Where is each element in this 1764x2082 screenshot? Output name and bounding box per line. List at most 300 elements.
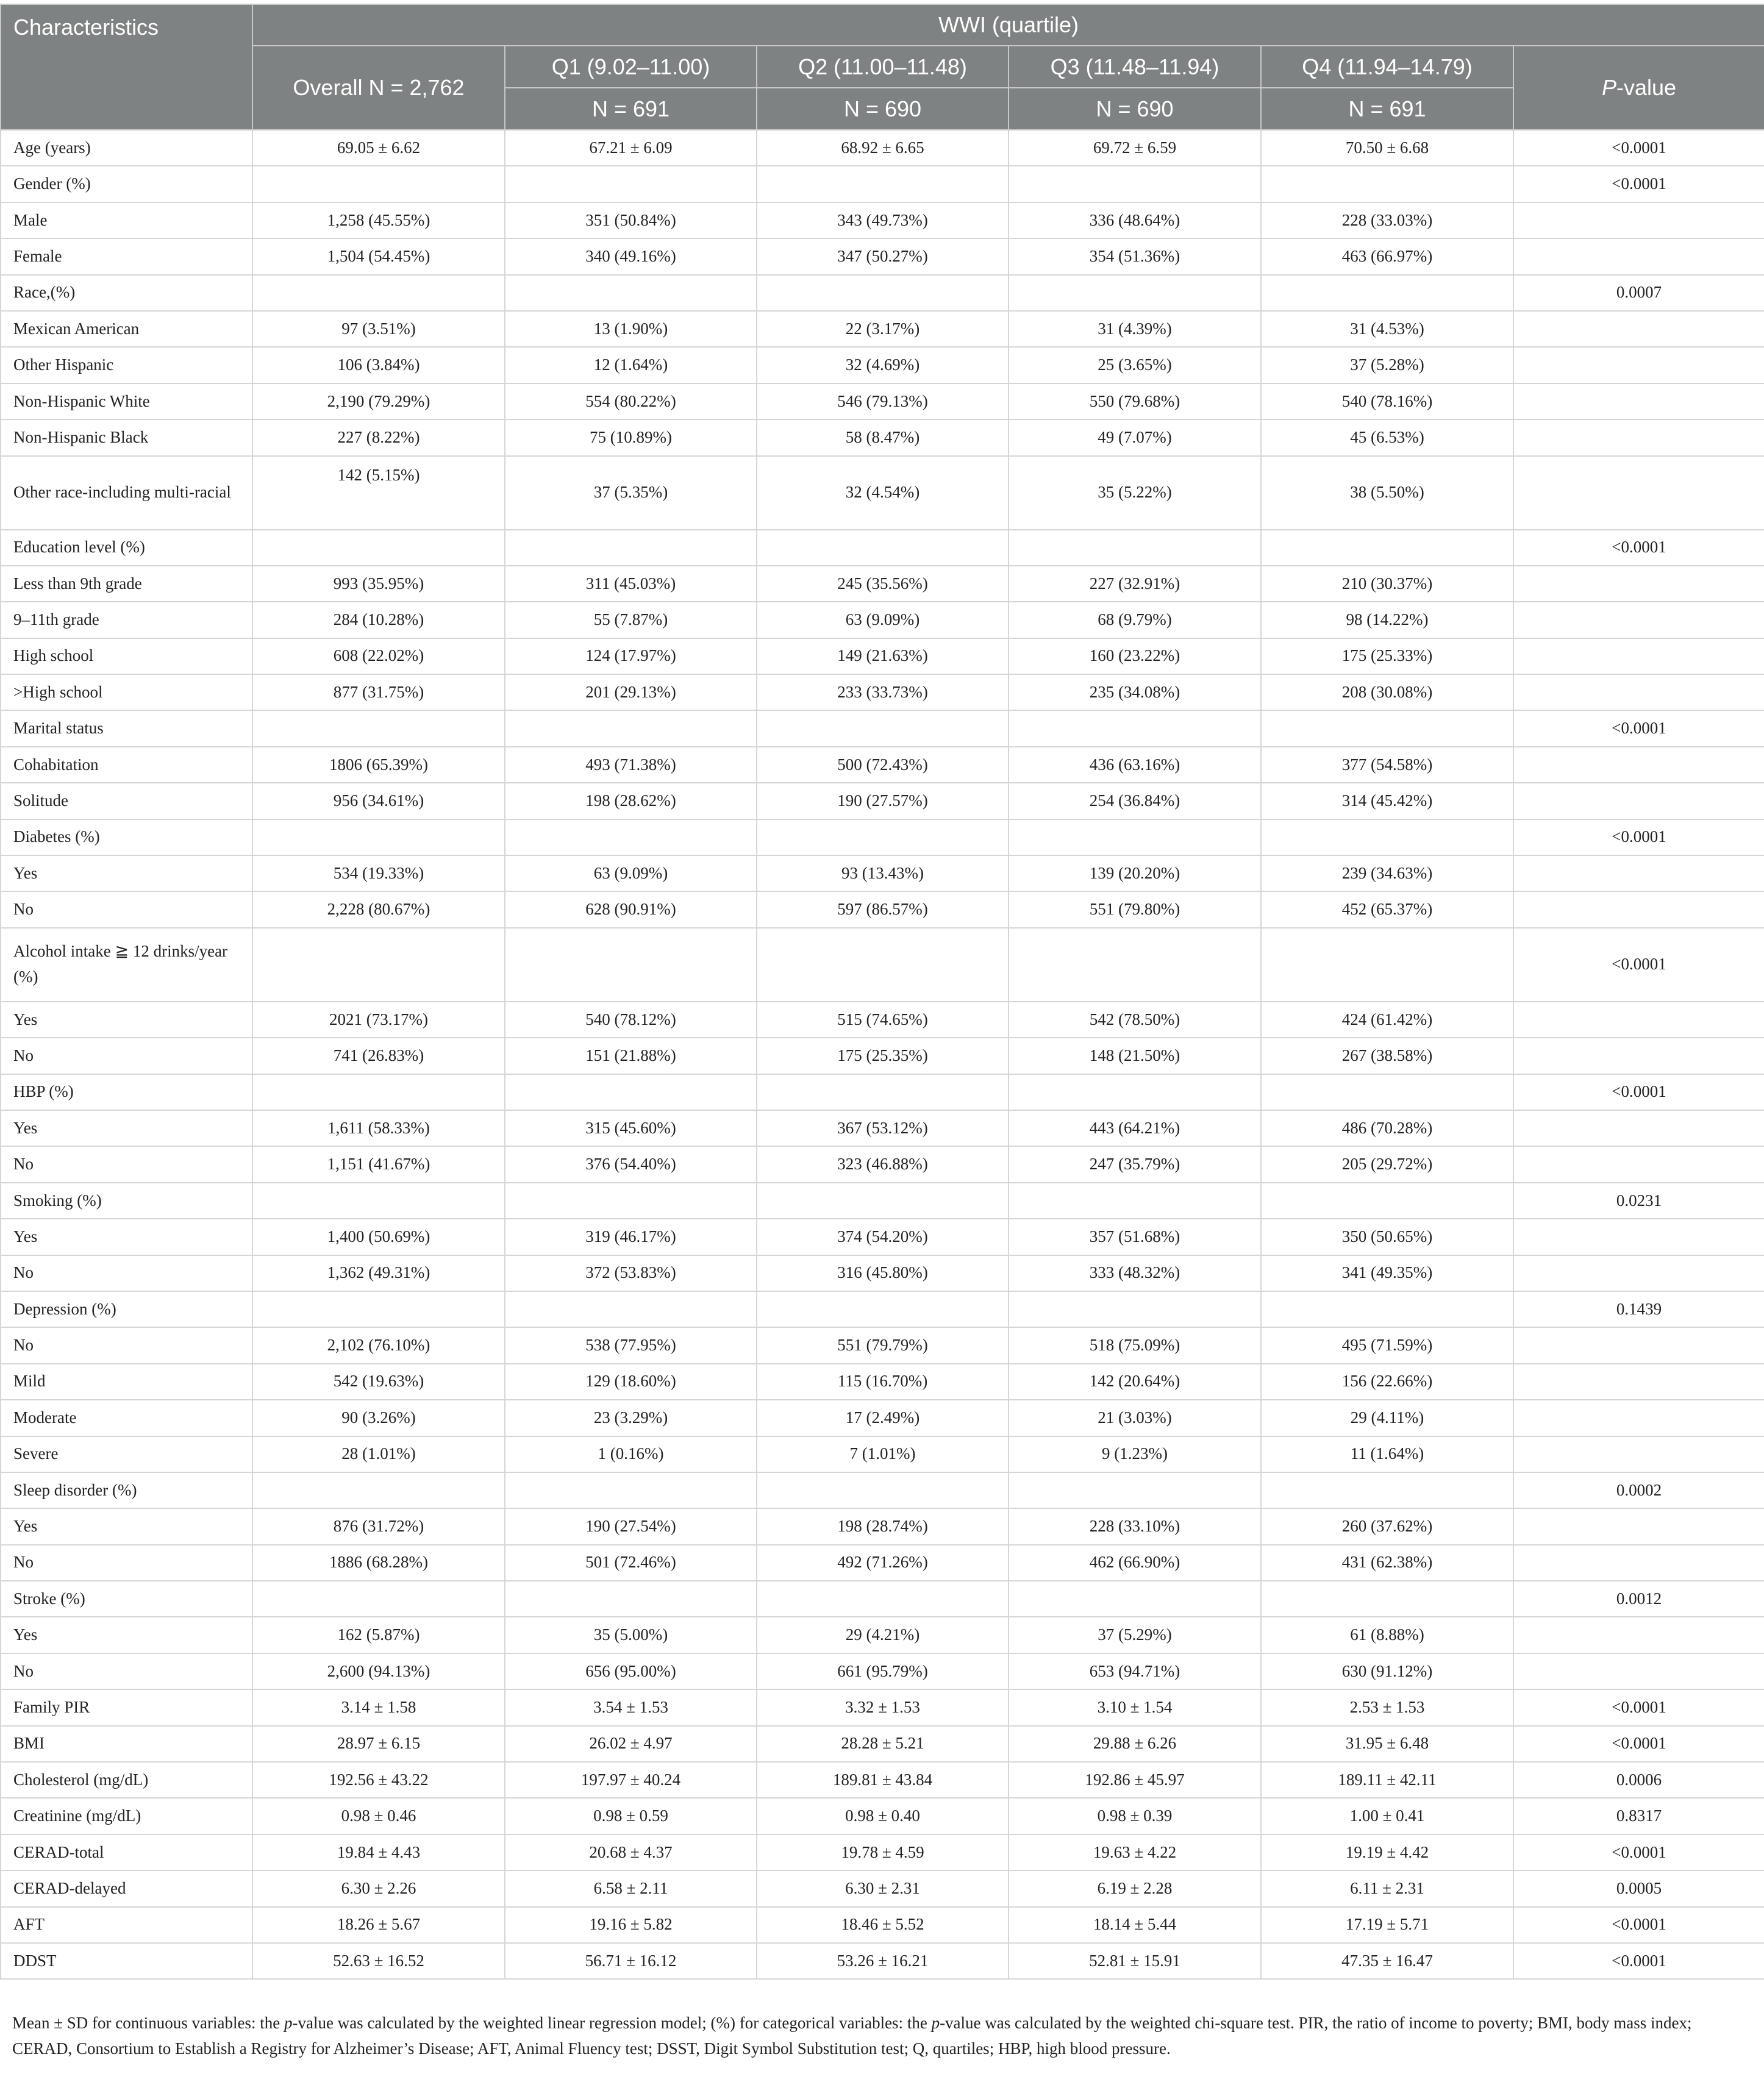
row-label: Cholesterol (mg/dL)	[1, 1762, 252, 1798]
cell-q4: 156 (22.66%)	[1261, 1364, 1513, 1400]
table-row	[1, 747, 1764, 783]
cell-q4	[1261, 1291, 1513, 1327]
row-label: Smoking (%)	[1, 1183, 252, 1219]
cell-q4	[1261, 819, 1513, 855]
cell-overall: 1806 (65.39%)	[252, 747, 505, 783]
table-row	[1, 602, 1764, 638]
cell-q4: 17.19 ± 5.71	[1261, 1907, 1513, 1943]
cell-q3: 9 (1.23%)	[1009, 1436, 1261, 1472]
cell-q2: 374 (54.20%)	[757, 1219, 1009, 1255]
cell-q2: 32 (4.54%)	[757, 456, 1009, 530]
cell-q3: 49 (7.07%)	[1009, 419, 1261, 455]
row-label: Race,(%)	[1, 275, 252, 311]
cell-p-value	[1513, 1327, 1764, 1363]
row-label: Moderate	[1, 1400, 252, 1436]
cell-q3: 235 (34.08%)	[1009, 674, 1261, 710]
cell-p-value: <0.0001	[1513, 710, 1764, 746]
cell-q1: 190 (27.54%)	[505, 1508, 757, 1544]
cell-q2: 22 (3.17%)	[757, 311, 1009, 347]
cell-q1	[505, 1291, 757, 1327]
table-row	[1, 311, 1764, 347]
cell-p-value	[1513, 747, 1764, 783]
cell-q2: 347 (50.27%)	[757, 238, 1009, 274]
cell-p-value	[1513, 347, 1764, 383]
cell-q4: 175 (25.33%)	[1261, 638, 1513, 674]
row-label: Creatinine (mg/dL)	[1, 1798, 252, 1834]
cell-q1: 351 (50.84%)	[505, 202, 757, 238]
row-label: 9–11th grade	[1, 602, 252, 638]
cell-q2: 546 (79.13%)	[757, 383, 1009, 419]
cell-q2: 6.30 ± 2.31	[757, 1870, 1009, 1906]
cell-q4	[1261, 275, 1513, 311]
cell-p-value	[1513, 674, 1764, 710]
cell-q1	[505, 928, 757, 1002]
cell-p-value	[1513, 566, 1764, 602]
cell-q4: 70.50 ± 6.68	[1261, 130, 1513, 166]
cell-overall: 18.26 ± 5.67	[252, 1907, 505, 1943]
cell-overall: 19.84 ± 4.43	[252, 1834, 505, 1870]
cell-overall: 2,228 (80.67%)	[252, 891, 505, 927]
cell-p-value	[1513, 238, 1764, 274]
cell-p-value	[1513, 1364, 1764, 1400]
cell-q1: 1 (0.16%)	[505, 1436, 757, 1472]
table-row	[1, 783, 1764, 819]
cell-q4	[1261, 710, 1513, 746]
cell-q1	[505, 819, 757, 855]
row-label: No	[1, 1146, 252, 1182]
cell-q2: 189.81 ± 43.84	[757, 1762, 1009, 1798]
table-row	[1, 566, 1764, 602]
header-characteristics: Characteristics	[1, 4, 252, 130]
row-label: Non-Hispanic Black	[1, 419, 252, 455]
cell-q4: 19.19 ± 4.42	[1261, 1834, 1513, 1870]
cell-q2: 19.78 ± 4.59	[757, 1834, 1009, 1870]
row-label: BMI	[1, 1726, 252, 1762]
table-row	[1, 1327, 1764, 1363]
row-label: Cohabitation	[1, 747, 252, 783]
cell-q3: 254 (36.84%)	[1009, 783, 1261, 819]
cell-q1: 554 (80.22%)	[505, 383, 757, 419]
cell-q2	[757, 819, 1009, 855]
cell-q2: 515 (74.65%)	[757, 1002, 1009, 1038]
cell-q3: 550 (79.68%)	[1009, 383, 1261, 419]
cell-q2: 115 (16.70%)	[757, 1364, 1009, 1400]
cell-overall: 1,362 (49.31%)	[252, 1255, 505, 1291]
cell-q2: 68.92 ± 6.65	[757, 130, 1009, 166]
cell-q2: 323 (46.88%)	[757, 1146, 1009, 1182]
cell-q1: 129 (18.60%)	[505, 1364, 757, 1400]
cell-overall	[252, 928, 505, 1002]
table-row	[1, 855, 1764, 891]
cell-overall	[252, 166, 505, 202]
header-n-q2: N = 690	[757, 88, 1009, 130]
cell-overall: 877 (31.75%)	[252, 674, 505, 710]
cell-q4	[1261, 530, 1513, 566]
cell-q4: 2.53 ± 1.53	[1261, 1689, 1513, 1725]
cell-q4: 424 (61.42%)	[1261, 1002, 1513, 1038]
cell-p-value: <0.0001	[1513, 1726, 1764, 1762]
cell-q1: 63 (9.09%)	[505, 855, 757, 891]
cell-q3: 0.98 ± 0.39	[1009, 1798, 1261, 1834]
cell-q2	[757, 166, 1009, 202]
cell-p-value	[1513, 1436, 1764, 1472]
cell-q1: 20.68 ± 4.37	[505, 1834, 757, 1870]
table-body	[1, 130, 1764, 1979]
header-q2: Q2 (11.00–11.48)	[757, 46, 1009, 88]
table-row	[1, 891, 1764, 927]
cell-q3	[1009, 166, 1261, 202]
cell-q4: 205 (29.72%)	[1261, 1146, 1513, 1182]
cell-overall	[252, 275, 505, 311]
cell-q1: 315 (45.60%)	[505, 1110, 757, 1146]
table-row	[1, 1617, 1764, 1653]
cell-q1: 372 (53.83%)	[505, 1255, 757, 1291]
cell-q4: 463 (66.97%)	[1261, 238, 1513, 274]
cell-q1: 538 (77.95%)	[505, 1327, 757, 1363]
cell-q4: 31.95 ± 6.48	[1261, 1726, 1513, 1762]
table-row	[1, 1364, 1764, 1400]
cell-q2	[757, 1472, 1009, 1508]
cell-q3: 139 (20.20%)	[1009, 855, 1261, 891]
cell-q1: 23 (3.29%)	[505, 1400, 757, 1436]
cell-overall: 1886 (68.28%)	[252, 1545, 505, 1581]
cell-q2: 7 (1.01%)	[757, 1436, 1009, 1472]
table-row	[1, 238, 1764, 274]
row-label: Other Hispanic	[1, 347, 252, 383]
cell-q2: 367 (53.12%)	[757, 1110, 1009, 1146]
cell-q3	[1009, 1074, 1261, 1110]
cell-q4: 267 (38.58%)	[1261, 1038, 1513, 1074]
cell-q1: 6.58 ± 2.11	[505, 1870, 757, 1906]
row-label: Depression (%)	[1, 1291, 252, 1327]
cell-p-value: 0.0006	[1513, 1762, 1764, 1798]
table-row	[1, 1870, 1764, 1906]
cell-q1	[505, 1472, 757, 1508]
table-row	[1, 456, 1764, 530]
row-label: CERAD-delayed	[1, 1870, 252, 1906]
cell-overall: 106 (3.84%)	[252, 347, 505, 383]
cell-q4: 431 (62.38%)	[1261, 1545, 1513, 1581]
row-label: Yes	[1, 1508, 252, 1544]
cell-q2: 492 (71.26%)	[757, 1545, 1009, 1581]
table-row	[1, 383, 1764, 419]
cell-q1: 0.98 ± 0.59	[505, 1798, 757, 1834]
cell-q3	[1009, 928, 1261, 1002]
row-label: Yes	[1, 1110, 252, 1146]
cell-overall: 534 (19.33%)	[252, 855, 505, 891]
table-row	[1, 202, 1764, 238]
cell-p-value: 0.0012	[1513, 1581, 1764, 1617]
cell-q1: 56.71 ± 16.12	[505, 1943, 757, 1979]
cell-q1: 55 (7.87%)	[505, 602, 757, 638]
cell-q1	[505, 710, 757, 746]
cell-q1: 26.02 ± 4.97	[505, 1726, 757, 1762]
cell-q4: 38 (5.50%)	[1261, 456, 1513, 530]
cell-q2: 245 (35.56%)	[757, 566, 1009, 602]
row-label: Yes	[1, 855, 252, 891]
cell-q1: 35 (5.00%)	[505, 1617, 757, 1653]
cell-q2: 3.32 ± 1.53	[757, 1689, 1009, 1725]
table-row	[1, 530, 1764, 566]
cell-overall: 741 (26.83%)	[252, 1038, 505, 1074]
table-row	[1, 166, 1764, 202]
cell-q1: 311 (45.03%)	[505, 566, 757, 602]
table-row	[1, 1907, 1764, 1943]
cell-q2	[757, 1291, 1009, 1327]
cell-p-value	[1513, 855, 1764, 891]
table-row	[1, 275, 1764, 311]
table-container	[0, 4, 1764, 1980]
cell-q1	[505, 1074, 757, 1110]
cell-q4: 210 (30.37%)	[1261, 566, 1513, 602]
cell-p-value: 0.0002	[1513, 1472, 1764, 1508]
cell-p-value: <0.0001	[1513, 819, 1764, 855]
cell-overall	[252, 530, 505, 566]
row-label: >High school	[1, 674, 252, 710]
cell-q2: 198 (28.74%)	[757, 1508, 1009, 1544]
cell-p-value	[1513, 638, 1764, 674]
row-label: Stroke (%)	[1, 1581, 252, 1617]
header-overall	[252, 46, 505, 130]
cell-overall: 1,151 (41.67%)	[252, 1146, 505, 1182]
cell-q2: 597 (86.57%)	[757, 891, 1009, 927]
cell-q3: 29.88 ± 6.26	[1009, 1726, 1261, 1762]
table-row	[1, 1146, 1764, 1182]
cell-p-value	[1513, 1545, 1764, 1581]
row-label: High school	[1, 638, 252, 674]
row-label: Education level (%)	[1, 530, 252, 566]
cell-p-value	[1513, 311, 1764, 347]
cell-p-value: 0.0005	[1513, 1870, 1764, 1906]
cell-q4: 314 (45.42%)	[1261, 783, 1513, 819]
row-label: Mild	[1, 1364, 252, 1400]
cell-q1: 12 (1.64%)	[505, 347, 757, 383]
cell-overall: 993 (35.95%)	[252, 566, 505, 602]
cell-p-value	[1513, 602, 1764, 638]
table-row	[1, 1581, 1764, 1617]
cell-p-value	[1513, 456, 1764, 530]
cell-p-value	[1513, 783, 1764, 819]
cell-p-value	[1513, 891, 1764, 927]
cell-q2	[757, 530, 1009, 566]
cell-overall: 608 (22.02%)	[252, 638, 505, 674]
cell-overall	[252, 1581, 505, 1617]
table-row	[1, 1183, 1764, 1219]
cell-q3: 25 (3.65%)	[1009, 347, 1261, 383]
cell-q4: 31 (4.53%)	[1261, 311, 1513, 347]
cell-q3: 333 (48.32%)	[1009, 1255, 1261, 1291]
table-row	[1, 1255, 1764, 1291]
cell-q2: 53.26 ± 16.21	[757, 1943, 1009, 1979]
cell-p-value: <0.0001	[1513, 130, 1764, 166]
cell-overall: 2,102 (76.10%)	[252, 1327, 505, 1363]
row-label: No	[1, 1038, 252, 1074]
cell-q4: 540 (78.16%)	[1261, 383, 1513, 419]
table-row	[1, 1219, 1764, 1255]
row-label: Sleep disorder (%)	[1, 1472, 252, 1508]
cell-p-value	[1513, 1653, 1764, 1689]
cell-q3: 68 (9.79%)	[1009, 602, 1261, 638]
cell-q2	[757, 710, 1009, 746]
cell-q1: 197.97 ± 40.24	[505, 1762, 757, 1798]
row-label: Yes	[1, 1002, 252, 1038]
table-row	[1, 1798, 1764, 1834]
cell-overall: 227 (8.22%)	[252, 419, 505, 455]
row-label: Other race-including multi-racial	[1, 456, 252, 530]
table-row	[1, 710, 1764, 746]
row-label: No	[1, 1545, 252, 1581]
cell-q3: 37 (5.29%)	[1009, 1617, 1261, 1653]
cell-p-value	[1513, 202, 1764, 238]
cell-q3: 354 (51.36%)	[1009, 238, 1261, 274]
cell-p-value	[1513, 1400, 1764, 1436]
cell-q4: 11 (1.64%)	[1261, 1436, 1513, 1472]
cell-q3: 142 (20.64%)	[1009, 1364, 1261, 1400]
cell-q2: 29 (4.21%)	[757, 1617, 1009, 1653]
cell-q1: 319 (46.17%)	[505, 1219, 757, 1255]
cell-overall	[252, 1183, 505, 1219]
row-label: Yes	[1, 1219, 252, 1255]
row-label: Age (years)	[1, 130, 252, 166]
cell-q1: 3.54 ± 1.53	[505, 1689, 757, 1725]
cell-q1: 540 (78.12%)	[505, 1002, 757, 1038]
cell-q1: 13 (1.90%)	[505, 311, 757, 347]
cell-q4: 228 (33.03%)	[1261, 202, 1513, 238]
cell-overall: 192.56 ± 43.22	[252, 1762, 505, 1798]
cell-q3: 247 (35.79%)	[1009, 1146, 1261, 1182]
cell-q4: 61 (8.88%)	[1261, 1617, 1513, 1653]
cell-q3: 148 (21.50%)	[1009, 1038, 1261, 1074]
cell-overall	[252, 1291, 505, 1327]
row-label: Alcohol intake ≧ 12 drinks/year (%)	[1, 928, 252, 1002]
cell-q1: 628 (90.91%)	[505, 891, 757, 927]
cell-overall: 162 (5.87%)	[252, 1617, 505, 1653]
cell-q4: 341 (49.35%)	[1261, 1255, 1513, 1291]
cell-q3: 551 (79.80%)	[1009, 891, 1261, 927]
cell-q3	[1009, 530, 1261, 566]
cell-q2	[757, 1581, 1009, 1617]
cell-q3: 35 (5.22%)	[1009, 456, 1261, 530]
cell-p-value	[1513, 419, 1764, 455]
cell-overall	[252, 819, 505, 855]
cell-p-value: 0.1439	[1513, 1291, 1764, 1327]
cell-q3: 18.14 ± 5.44	[1009, 1907, 1261, 1943]
cell-q4: 6.11 ± 2.31	[1261, 1870, 1513, 1906]
cell-overall: 28 (1.01%)	[252, 1436, 505, 1472]
cell-q4	[1261, 928, 1513, 1002]
table-row	[1, 674, 1764, 710]
header-overall-n: N = 2,762	[368, 75, 465, 100]
table-footnote: Mean ± SD for continuous variables: the p-value was calculated by the weighted linear regression model; (%) for categorical variables: the p-value was calculated by the weighted chi-square test. PIR, the ratio of income to poverty; BMI, body mass index; CERAD, Consortium to Establish a Registry for Alzheimer’s Disease; AFT, Animal Fluency test; DSST, Digit Symbol Substitution test; Q, quartiles; HBP, high blood pressure.	[12, 2014, 1692, 2058]
table-row	[1, 1653, 1764, 1689]
cell-q2	[757, 1183, 1009, 1219]
cell-q4: 630 (91.12%)	[1261, 1653, 1513, 1689]
row-label: Yes	[1, 1617, 252, 1653]
cell-q4	[1261, 1074, 1513, 1110]
cell-q3: 160 (23.22%)	[1009, 638, 1261, 674]
cell-p-value: 0.0007	[1513, 275, 1764, 311]
cell-overall: 0.98 ± 0.46	[252, 1798, 505, 1834]
header-q3: Q3 (11.48–11.94)	[1009, 46, 1261, 88]
cell-overall: 956 (34.61%)	[252, 783, 505, 819]
cell-overall: 876 (31.72%)	[252, 1508, 505, 1544]
cell-overall: 142 (5.15%)	[252, 456, 505, 530]
cell-overall: 2021 (73.17%)	[252, 1002, 505, 1038]
row-label: Mexican American	[1, 311, 252, 347]
cell-q1: 19.16 ± 5.82	[505, 1907, 757, 1943]
table-row	[1, 1291, 1764, 1327]
header-n-q4: N = 691	[1261, 88, 1513, 130]
cell-q3: 31 (4.39%)	[1009, 311, 1261, 347]
cell-q1: 656 (95.00%)	[505, 1653, 757, 1689]
cell-q2: 93 (13.43%)	[757, 855, 1009, 891]
cell-q3: 443 (64.21%)	[1009, 1110, 1261, 1146]
header-wwi-quartile: WWI (quartile)	[252, 4, 1764, 46]
cell-p-value: 0.8317	[1513, 1798, 1764, 1834]
cell-q1: 37 (5.35%)	[505, 456, 757, 530]
cell-q3	[1009, 710, 1261, 746]
row-label: Diabetes (%)	[1, 819, 252, 855]
cell-q1: 67.21 ± 6.09	[505, 130, 757, 166]
header-q1: Q1 (9.02–11.00)	[505, 46, 757, 88]
table-row	[1, 928, 1764, 1002]
cell-overall: 6.30 ± 2.26	[252, 1870, 505, 1906]
row-label: Family PIR	[1, 1689, 252, 1725]
cell-p-value: <0.0001	[1513, 928, 1764, 1002]
cell-q1: 198 (28.62%)	[505, 783, 757, 819]
cell-q4: 495 (71.59%)	[1261, 1327, 1513, 1363]
cell-overall: 97 (3.51%)	[252, 311, 505, 347]
row-label: No	[1, 1327, 252, 1363]
cell-q4: 377 (54.58%)	[1261, 747, 1513, 783]
cell-q3: 518 (75.09%)	[1009, 1327, 1261, 1363]
cell-q3: 19.63 ± 4.22	[1009, 1834, 1261, 1870]
table-row	[1, 1762, 1764, 1798]
cell-q3: 6.19 ± 2.28	[1009, 1870, 1261, 1906]
row-label: Marital status	[1, 710, 252, 746]
cell-q2: 233 (33.73%)	[757, 674, 1009, 710]
cell-q4: 29 (4.11%)	[1261, 1400, 1513, 1436]
cell-q2: 149 (21.63%)	[757, 638, 1009, 674]
cell-q4: 239 (34.63%)	[1261, 855, 1513, 891]
cell-q3: 69.72 ± 6.59	[1009, 130, 1261, 166]
cell-p-value: <0.0001	[1513, 1074, 1764, 1110]
cell-q1: 124 (17.97%)	[505, 638, 757, 674]
cell-p-value	[1513, 1219, 1764, 1255]
cell-overall	[252, 1074, 505, 1110]
cell-q2: 58 (8.47%)	[757, 419, 1009, 455]
header-p-value	[1513, 46, 1764, 130]
cell-q1	[505, 166, 757, 202]
cell-q1: 376 (54.40%)	[505, 1146, 757, 1182]
table-row	[1, 1002, 1764, 1038]
cell-q2: 17 (2.49%)	[757, 1400, 1009, 1436]
header-n-q1: N = 691	[505, 88, 757, 130]
cell-q2: 661 (95.79%)	[757, 1653, 1009, 1689]
cell-q3: 228 (33.10%)	[1009, 1508, 1261, 1544]
cell-q4: 452 (65.37%)	[1261, 891, 1513, 927]
table-row	[1, 1436, 1764, 1472]
cell-q4	[1261, 1183, 1513, 1219]
row-label: AFT	[1, 1907, 252, 1943]
cell-q2: 316 (45.80%)	[757, 1255, 1009, 1291]
cell-p-value: <0.0001	[1513, 1943, 1764, 1979]
cell-q4: 486 (70.28%)	[1261, 1110, 1513, 1146]
cell-q3: 357 (51.68%)	[1009, 1219, 1261, 1255]
row-label: Severe	[1, 1436, 252, 1472]
row-label: No	[1, 891, 252, 927]
cell-p-value	[1513, 1002, 1764, 1038]
